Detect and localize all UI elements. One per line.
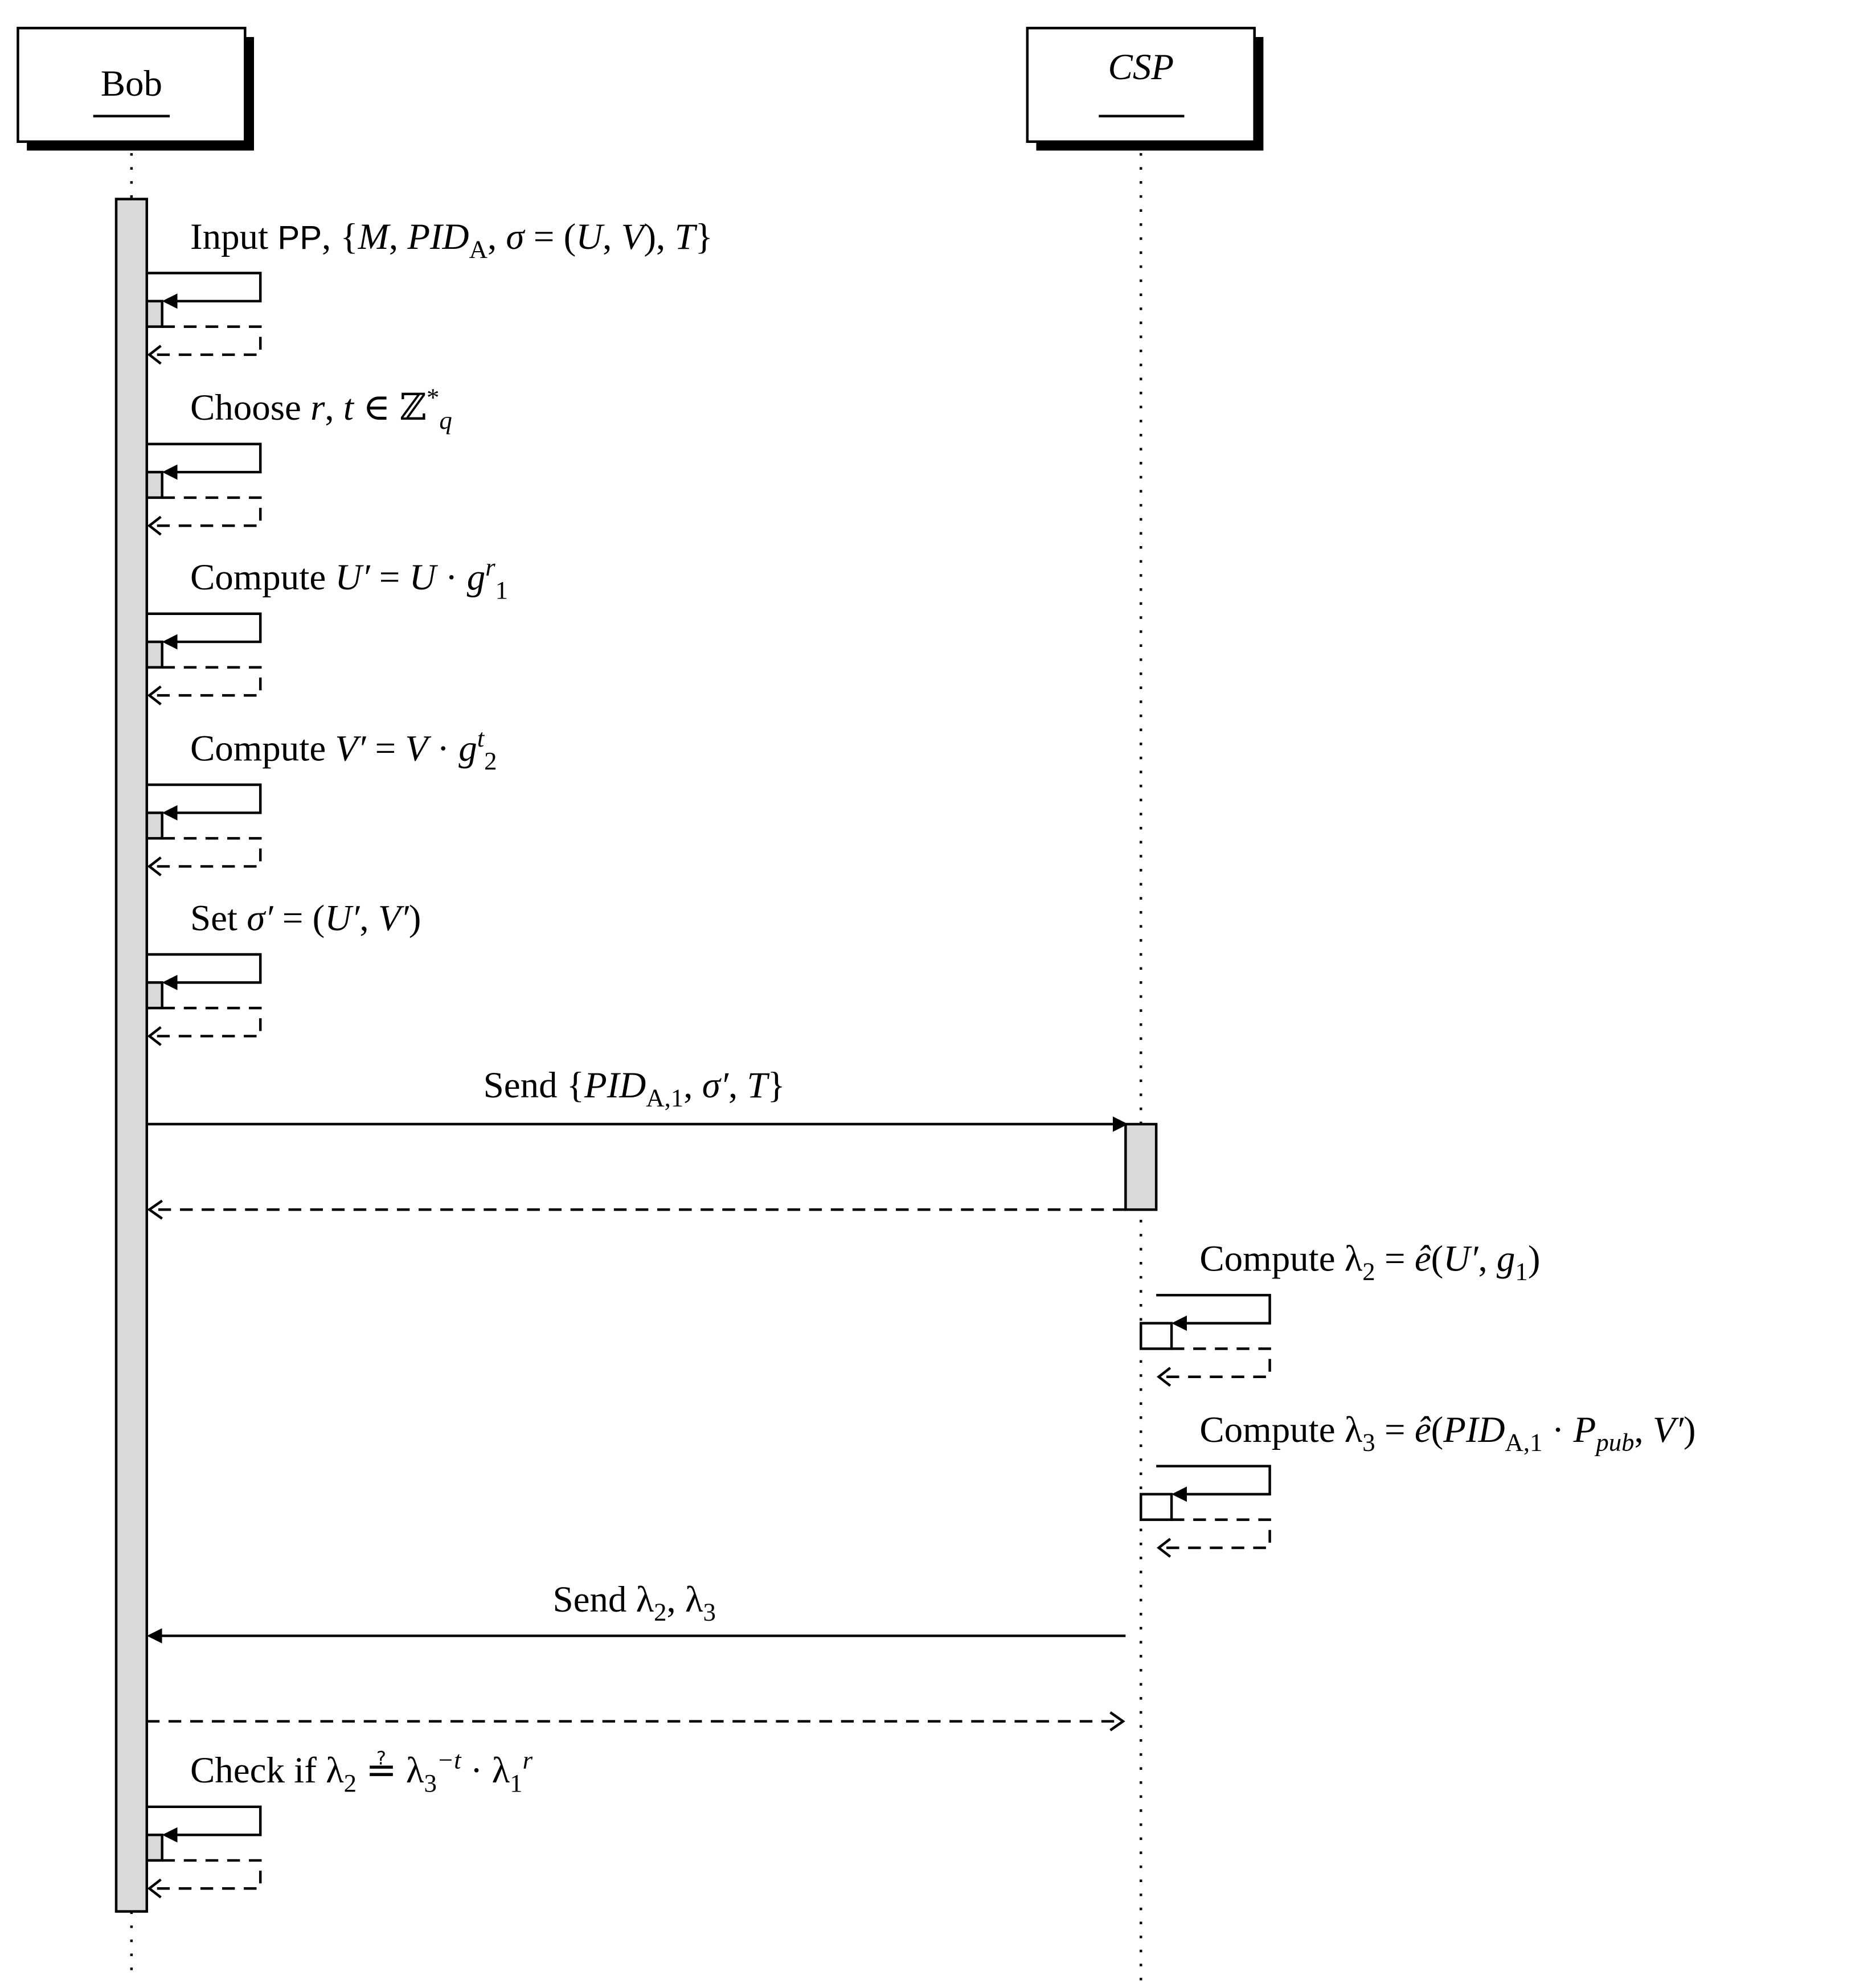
label-segment: ∈ ℤ	[353, 387, 427, 429]
bob-step-4-label	[190, 724, 497, 775]
label-segment: ·	[436, 557, 467, 599]
label-segment: V′	[335, 728, 366, 769]
bob-step-1-return-arrow	[149, 327, 260, 355]
label-segment: , λ	[666, 1579, 703, 1620]
label-segment: Choose	[190, 387, 311, 429]
participant-csp	[1027, 28, 1264, 150]
label-segment: }	[695, 216, 713, 257]
send-to-bob-label	[552, 1579, 716, 1626]
label-segment: = (	[273, 897, 325, 939]
label-segment: t	[343, 387, 354, 429]
bob-step-2-activation	[147, 472, 162, 498]
label-segment: 2	[654, 1597, 667, 1626]
label-segment: g	[466, 557, 486, 599]
bob-step-4-call-arrow	[147, 785, 260, 813]
label-segment: ,	[728, 1064, 747, 1106]
label-segment: g	[1496, 1238, 1515, 1280]
label-segment: =	[370, 557, 409, 599]
bob-step-3-call-arrow	[147, 614, 260, 642]
label-segment: V	[405, 728, 428, 769]
send-to-csp-label	[484, 1065, 785, 1112]
bob-step-3-label	[190, 553, 508, 604]
label-segment: Send λ	[552, 1579, 654, 1620]
label-segment: Compute λ	[1199, 1409, 1363, 1450]
label-segment: Send {	[483, 1064, 585, 1106]
label-segment: ê	[1414, 1409, 1431, 1450]
label-segment: r	[485, 552, 495, 581]
label-segment: · λ	[461, 1750, 510, 1792]
label-segment: σ	[506, 216, 525, 257]
label-segment: (	[1431, 1409, 1444, 1450]
label-segment: Compute λ	[1199, 1238, 1363, 1280]
label-segment: , {	[322, 216, 358, 257]
bob-step-4-return-arrow	[149, 838, 260, 866]
label-segment: PP	[277, 219, 322, 256]
label-segment: P	[1573, 1409, 1596, 1450]
label-segment: M	[358, 216, 389, 257]
label-segment: t	[477, 723, 485, 752]
label-segment: ,	[683, 1064, 702, 1106]
label-segment: = (	[524, 216, 576, 257]
label-segment: 1	[1515, 1257, 1528, 1286]
label-segment: )	[1527, 1238, 1541, 1280]
label-segment: U	[409, 557, 436, 599]
label-segment: ,	[487, 216, 506, 257]
participant-csp-label: CSP	[1108, 46, 1174, 88]
label-segment: ·	[428, 728, 459, 769]
bob-step-2-label	[190, 383, 452, 435]
label-segment: PID	[407, 216, 469, 257]
label-segment: V	[621, 216, 644, 257]
label-segment: A,1	[1505, 1428, 1543, 1457]
label-segment: *	[426, 383, 440, 412]
bob-step-1-call-arrow	[147, 273, 260, 301]
label-segment: U′	[335, 557, 370, 599]
bob-step-5-return-arrow	[149, 1008, 260, 1036]
label-segment: Input	[190, 216, 278, 257]
bob-step-5-call-arrow	[147, 954, 260, 982]
label-segment: ê	[1414, 1238, 1431, 1280]
label-segment: A	[469, 235, 488, 264]
label-segment: ,	[1478, 1238, 1497, 1280]
label-segment: g	[458, 728, 477, 769]
csp-step-2-call-arrow	[1156, 1466, 1269, 1494]
label-segment: σ′	[702, 1064, 728, 1106]
label-segment: q	[439, 405, 452, 435]
label-segment: PID	[584, 1064, 646, 1106]
label-segment: 3	[424, 1768, 437, 1797]
csp-step-1-return-arrow	[1159, 1348, 1270, 1376]
label-segment: A,1	[646, 1083, 684, 1112]
label-segment: U′	[325, 897, 360, 939]
bob-step-3-activation	[147, 642, 162, 667]
bob-step-5-activation	[147, 982, 162, 1008]
bob-step-2-call-arrow	[147, 444, 260, 472]
final-check-return-arrow	[149, 1860, 260, 1888]
csp-activation-bar	[1125, 1124, 1156, 1210]
label-segment: Check if λ	[190, 1750, 344, 1792]
csp-step-1-activation	[1141, 1323, 1172, 1349]
label-segment: ·	[1542, 1409, 1574, 1450]
label-segment: ),	[644, 216, 675, 257]
label-segment: T	[747, 1064, 768, 1106]
label-segment: T	[674, 216, 695, 257]
label-segment: =	[1375, 1409, 1415, 1450]
label-segment: ≟ λ	[357, 1750, 424, 1792]
label-segment: ,	[603, 216, 621, 257]
label-segment: Set	[190, 897, 247, 939]
label-segment: 1	[510, 1768, 523, 1797]
label-segment: −t	[436, 1745, 461, 1774]
csp-step-1-call-arrow	[1156, 1295, 1269, 1323]
bob-step-5-label	[190, 897, 421, 938]
final-check-call-arrow	[147, 1807, 260, 1835]
label-segment: ,	[388, 216, 408, 257]
label-segment: V′	[378, 897, 409, 939]
label-segment: )	[1683, 1409, 1696, 1450]
label-segment: ,	[1634, 1409, 1653, 1450]
csp-step-2-activation	[1141, 1494, 1172, 1520]
label-segment: U′	[1443, 1238, 1478, 1280]
final-check-activation	[147, 1835, 162, 1860]
bob-step-2-return-arrow	[149, 498, 260, 526]
label-segment: 2	[484, 747, 497, 776]
label-segment: Compute	[190, 728, 335, 769]
label-segment: =	[1375, 1238, 1415, 1280]
bob-step-3-return-arrow	[149, 667, 260, 695]
label-segment: ,	[325, 387, 343, 429]
bob-activation-bar	[116, 199, 147, 1912]
label-segment: r	[522, 1745, 533, 1774]
csp-step-1-label	[1199, 1239, 1540, 1286]
label-segment: r	[310, 387, 325, 429]
bob-step-1-label	[190, 216, 713, 264]
label-segment: 2	[1362, 1257, 1375, 1286]
label-segment: =	[366, 728, 405, 769]
bob-step-4-activation	[147, 813, 162, 838]
final-check-label	[190, 1746, 533, 1797]
label-segment: σ′	[247, 897, 273, 939]
label-segment: 3	[1362, 1428, 1375, 1457]
label-segment: ,	[359, 897, 378, 939]
csp-step-2-return-arrow	[1159, 1520, 1270, 1548]
label-segment: U	[576, 216, 603, 257]
participant-bob-label: Bob	[100, 63, 163, 105]
label-segment: PID	[1443, 1409, 1505, 1450]
label-segment: 3	[703, 1597, 716, 1626]
label-segment: 1	[495, 575, 509, 604]
label-segment: (	[1431, 1238, 1444, 1280]
label-segment: V′	[1653, 1409, 1684, 1450]
label-segment: Compute	[190, 557, 335, 599]
label-segment: pub	[1596, 1428, 1635, 1457]
bob-step-1-activation	[147, 301, 162, 327]
label-segment: )	[408, 897, 421, 939]
participant-bob	[18, 28, 254, 150]
label-segment: 2	[343, 1768, 357, 1797]
label-segment: }	[767, 1064, 785, 1106]
csp-step-2-label	[1199, 1409, 1695, 1457]
